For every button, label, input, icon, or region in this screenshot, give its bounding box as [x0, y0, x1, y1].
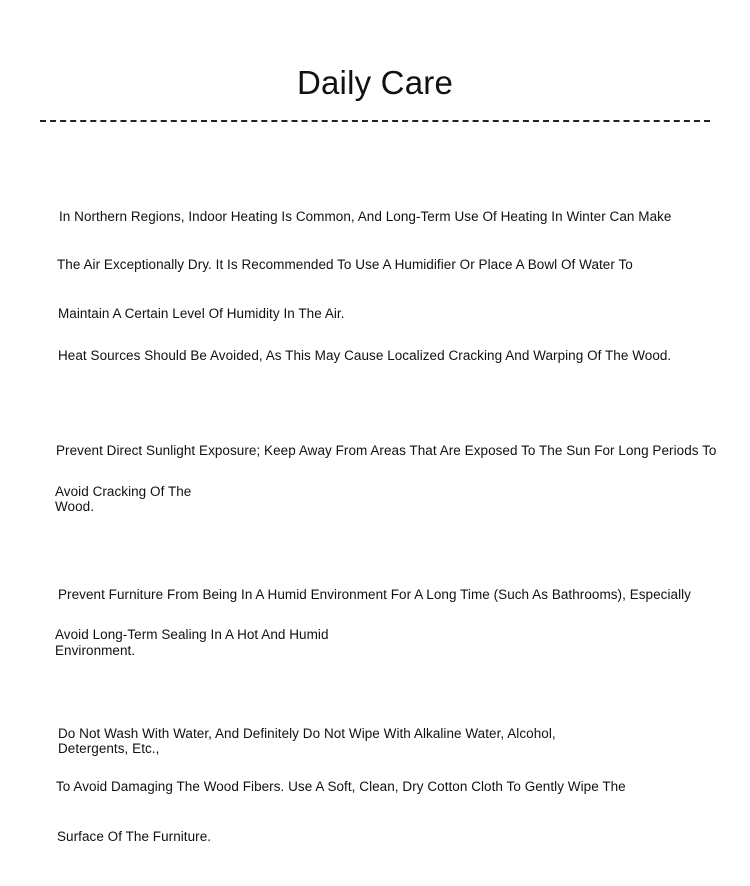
text-line: To Avoid Damaging The Wood Fibers. Use A Soft, Clean, Dry Cotton Cloth To Gently Wipe The — [56, 779, 626, 794]
text-line: Avoid Cracking Of The — [55, 484, 192, 499]
text-line: Do Not Wash With Water, And Definitely Do Not Wipe With Alkaline Water, Alcohol, — [58, 726, 556, 741]
text-line: Wood. — [55, 499, 95, 514]
text-line: Surface Of The Furniture. — [57, 829, 212, 844]
page-title: Daily Care — [296, 64, 454, 101]
text-line: In Northern Regions, Indoor Heating Is Common, And Long-Term Use Of Heating In Winter Can Make — [59, 209, 672, 224]
text-line: Prevent Furniture From Being In A Humid Environment For A Long Time (Such As Bathrooms), Especially — [58, 587, 691, 602]
text-line: The Air Exceptionally Dry. It Is Recommended To Use A Humidifier Or Place A Bowl Of Water To — [57, 257, 633, 272]
text-line: Avoid Long-Term Sealing In A Hot And Humid — [55, 627, 329, 642]
text-line: Prevent Direct Sunlight Exposure; Keep Away From Areas That Are Exposed To The Sun For Long Periods To — [56, 443, 717, 458]
text-line: Environment. — [55, 643, 136, 658]
dashed-divider — [40, 120, 710, 122]
text-line: Detergents, Etc., — [58, 741, 160, 756]
text-line: Maintain A Certain Level Of Humidity In The Air. — [58, 306, 345, 321]
text-line: Heat Sources Should Be Avoided, As This May Cause Localized Cracking And Warping Of The Wood. — [58, 348, 672, 363]
